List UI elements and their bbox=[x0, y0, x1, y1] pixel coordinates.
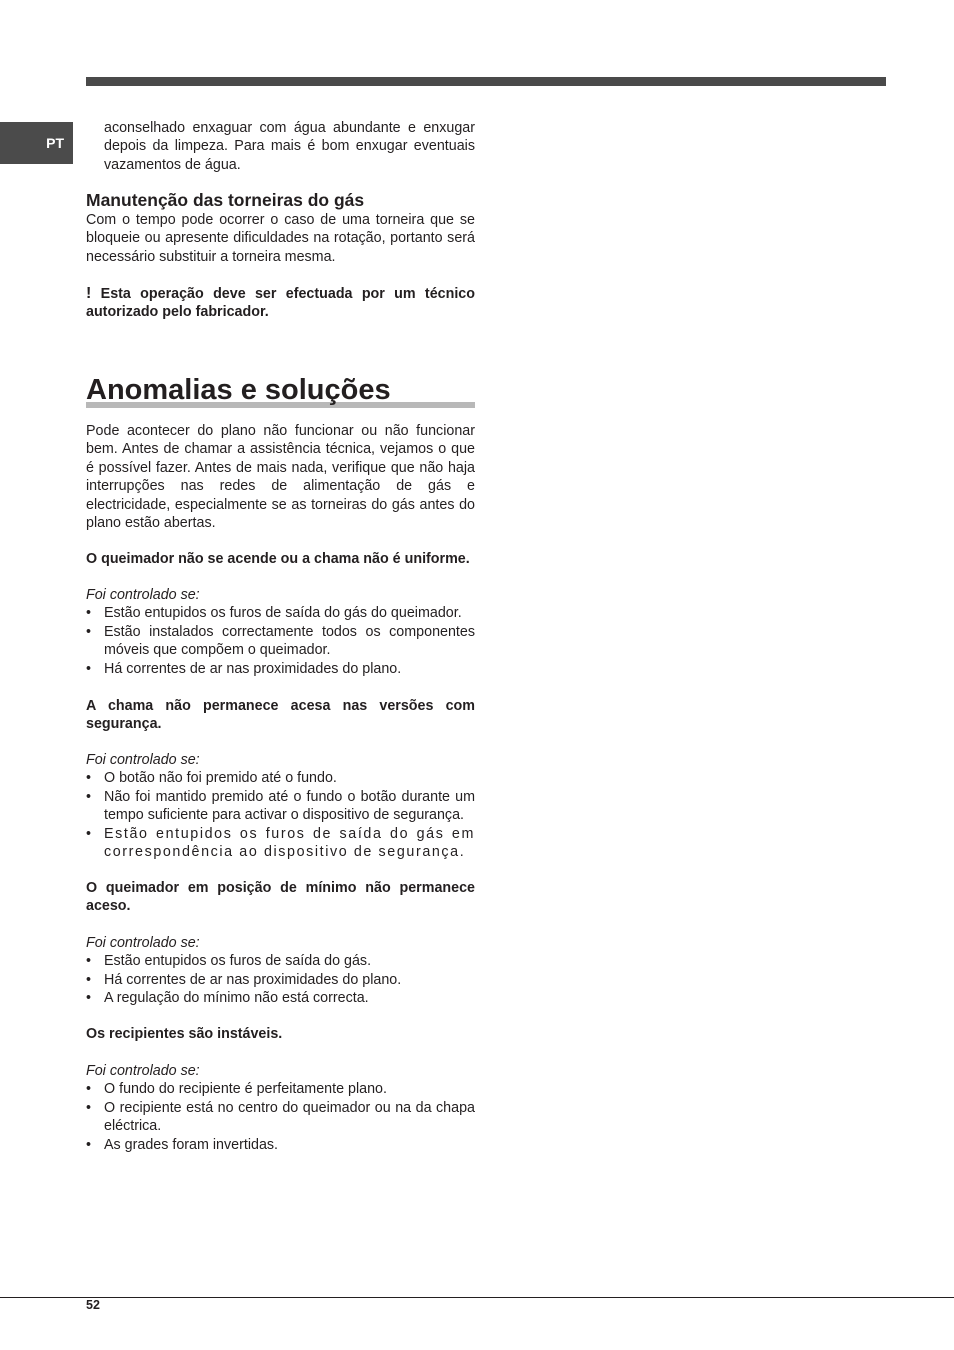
intro-paragraph: aconselhado enxaguar com água abundante e enxugar depois da limpeza. Para mais é bom enxugar eventuais vazamentos de água. bbox=[104, 120, 475, 173]
problem-title: Os recipientes são instáveis. bbox=[86, 1026, 283, 1042]
problem-1 bbox=[86, 550, 475, 568]
problem-1-checks bbox=[86, 586, 475, 678]
problem-4 bbox=[86, 1025, 475, 1043]
list-item: • Não foi mantido premido até o fundo o botão durante um tempo suficiente para activar o dispositivo de segurança. bbox=[86, 788, 475, 824]
list-item: • Estão entupidos os furos de saída do gás. bbox=[86, 953, 372, 970]
check-list bbox=[86, 1080, 475, 1154]
list-item: • Há correntes de ar nas proximidades do plano. bbox=[86, 971, 402, 988]
section-title: Anomalias e soluções bbox=[86, 374, 391, 406]
problem-title: O queimador não se acende ou a chama não é uniforme. bbox=[86, 551, 470, 567]
list-item: • As grades foram invertidas. bbox=[86, 1136, 279, 1153]
problem-title: O queimador em posição de mínimo não permanece aceso. bbox=[86, 880, 475, 915]
problem-2 bbox=[86, 697, 475, 734]
checked-label: Foi controlado se: bbox=[86, 1063, 200, 1079]
problem-2-checks bbox=[86, 751, 475, 861]
maintenance-section bbox=[86, 190, 475, 266]
page-number: 52 bbox=[86, 1298, 100, 1312]
problem-3 bbox=[86, 879, 475, 916]
footer-rule bbox=[0, 1297, 954, 1298]
language-tab: PT bbox=[0, 122, 73, 164]
list-item: • O fundo do recipiente é perfeitamente plano. bbox=[86, 1081, 387, 1098]
check-list bbox=[86, 952, 475, 1007]
problem-4-checks bbox=[86, 1062, 475, 1154]
maintenance-body: Com o tempo pode ocorrer o caso de uma torneira que se bloqueie ou apresente dificuldades na rotação, portanto será necessário substituir a torneira mesma. bbox=[86, 212, 475, 265]
list-item: • Estão instalados correctamente todos os componentes móveis que compõem o queimador. bbox=[86, 623, 475, 659]
maintenance-warning bbox=[86, 285, 475, 322]
check-list bbox=[86, 604, 475, 678]
warning-text: Esta operação deve ser efectuada por um técnico autorizado pelo fabricador. bbox=[86, 286, 475, 321]
anomalias-intro-text: Pode acontecer do plano não funcionar ou não funcionar bem. Antes de chamar a assistência técnica, vejamos o que é possível fazer. Antes de mais nada, verifique que não haja interrupções nas redes de alimentação de gás e electricidade, especialmente se as torneiras do gás antes do plano estão abertas. bbox=[86, 423, 475, 532]
list-item: • Há correntes de ar nas proximidades do plano. bbox=[86, 660, 402, 677]
anomalias-header bbox=[86, 374, 475, 408]
maintenance-title: Manutenção das torneiras do gás bbox=[86, 190, 365, 210]
list-item: • O botão não foi premido até o fundo. bbox=[86, 770, 337, 787]
list-item: • A regulação do mínimo não está correcta. bbox=[86, 990, 369, 1007]
checked-label: Foi controlado se: bbox=[86, 935, 200, 951]
list-item: • Estão entupidos os furos de saída do gás do queimador. bbox=[86, 605, 462, 622]
checked-label: Foi controlado se: bbox=[86, 752, 200, 768]
problem-title: A chama não permanece acesa nas versões com segurança. bbox=[86, 698, 475, 733]
anomalias-intro bbox=[86, 422, 475, 532]
intro-continuation bbox=[86, 119, 475, 174]
problem-3-checks bbox=[86, 934, 475, 1008]
warning-icon: ! bbox=[86, 285, 92, 302]
header-bar bbox=[86, 77, 886, 86]
checked-label: Foi controlado se: bbox=[86, 587, 200, 603]
check-list bbox=[86, 769, 475, 861]
list-item: • Estão entupidos os furos de saída do gás em correspondência ao dispositivo de segurança. bbox=[86, 825, 475, 861]
list-item: • O recipiente está no centro do queimador ou na da chapa eléctrica. bbox=[86, 1099, 475, 1135]
